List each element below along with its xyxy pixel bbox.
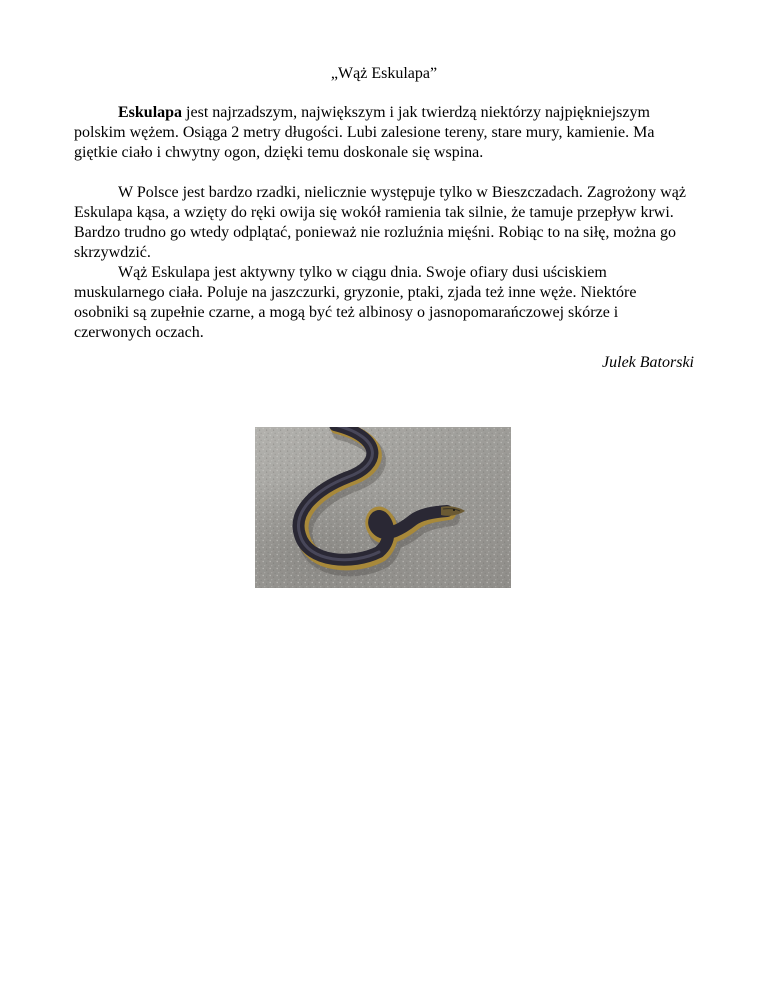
paragraph-1-lead-word: Eskulapa xyxy=(118,104,183,121)
paragraph-1 xyxy=(74,103,694,163)
paragraph-1-text: jest najrzadszym, największym i jak twierdzą niektórzy najpiękniejszym polskim wężem. Osiąga 2 metry długości. Lubi zalesione tereny, stare mury, kamienie. Ma giętkie ciało i chwytny ogon, dzięki temu doskonale się wspina. xyxy=(74,104,655,161)
snake-photo xyxy=(255,427,511,588)
document-title: „Wąż Eskulapa” xyxy=(330,65,438,82)
paragraph-3: Wąż Eskulapa jest aktywny tylko w ciągu dnia. Swoje ofiary dusi uściskiem muskularnego ciała. Poluje na jaszczurki, gryzonie, ptaki, zjada też inne węże. Niektóre osobniki są zupełnie czarne, a mogą być też albinosy o jasnopomarańczowej skórze i czerwonych oczach. xyxy=(74,264,637,341)
author-signature: Julek Batorski xyxy=(602,354,694,371)
paragraph-2: W Polsce jest bardzo rzadki, nielicznie występuje tylko w Bieszczadach. Zagrożony wąż Eskulapa kąsa, a wzięty do ręki owija się wokół ramienia tak silnie, że tamuje przepływ krwi. Bardzo trudno go wtedy odplątać, ponieważ nie rozluźnia mięśni. Robiąc to na siłę, można go skrzywdzić. xyxy=(74,184,686,261)
